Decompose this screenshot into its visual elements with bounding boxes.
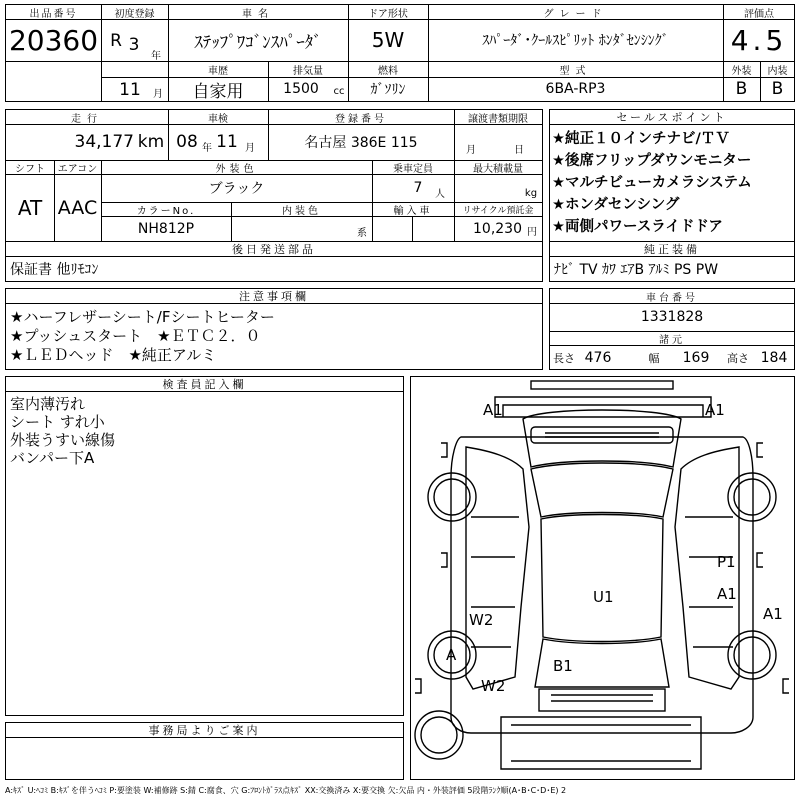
transfer-month-unit: 月	[466, 144, 476, 156]
displacement-unit: cc	[333, 85, 345, 97]
damage-mark-left-slide: W2	[469, 611, 494, 629]
equipment-value: ﾅﾋﾞ TV ｶﾜ ｴｱB ｱﾙﾐ PS PW	[554, 262, 719, 278]
color: ブラック	[208, 181, 265, 197]
model: 6BA-RP3	[545, 81, 606, 97]
first-reg-label: 初度登録	[114, 8, 155, 19]
width-label: 幅	[648, 352, 660, 365]
shift-label: シフト	[15, 163, 45, 174]
equipment-panel	[549, 241, 795, 282]
first-reg-year: 3	[128, 35, 140, 55]
ext-label: 外装	[731, 65, 752, 77]
history: 自家用	[192, 81, 244, 101]
office-label: 事務局よりご案内	[6, 723, 403, 738]
height: 184	[760, 350, 788, 366]
chassis-panel	[549, 288, 795, 370]
inspector-notes	[10, 395, 115, 467]
ac: AAC	[57, 196, 98, 219]
month-unit: 月	[153, 88, 163, 100]
capacity-unit: 人	[435, 188, 445, 200]
lot-label: 出品番号	[29, 8, 78, 19]
mileage: 34,177	[74, 132, 134, 152]
inspector-note-line: 外装うすい線傷	[10, 431, 116, 449]
damage-mark-left-bumper: W2	[481, 677, 506, 695]
width: 169	[682, 350, 710, 366]
history-label: 車歴	[208, 65, 228, 77]
inspector-panel	[5, 376, 404, 716]
inspector-label: 検査員記入欄	[6, 377, 403, 392]
color-no-label: カラーNo.	[136, 205, 196, 216]
height-label: 高さ	[727, 352, 749, 365]
damage-mark-left-rear-wheel: A	[446, 646, 457, 664]
capacity-label: 乗車定員	[393, 163, 433, 174]
sales-point-item: ★マルチビューカメラシステム	[552, 175, 752, 191]
transfer-label: 譲渡書類期限	[468, 113, 528, 124]
inspection-year-unit: 年	[202, 142, 212, 154]
damage-mark-right-rear: A1	[763, 605, 783, 623]
ac-label: エアコン	[57, 163, 98, 174]
mileage-unit: km	[137, 132, 165, 152]
color-label: 外装色	[215, 163, 258, 174]
damage-mark-roof: U1	[593, 588, 614, 606]
lot-number: 20360	[8, 23, 99, 57]
transfer-day-unit: 日	[514, 144, 524, 156]
sales-points-panel	[549, 109, 795, 242]
int-color-label: 内装色	[282, 205, 321, 216]
score: 4.5	[730, 23, 788, 57]
inspector-note-line: バンパー下A	[10, 449, 95, 467]
year-unit: 年	[151, 50, 161, 61]
length: 476	[584, 350, 612, 366]
damage-mark-front-right: A1	[705, 401, 725, 419]
model-label: 型式	[559, 65, 592, 77]
capacity: 7	[413, 180, 423, 196]
note-line: ★ハーフレザーシート/Fシートヒーター	[10, 308, 275, 326]
office-panel	[5, 722, 404, 780]
recycle: 10,230	[473, 220, 522, 237]
sales-points-label: セールスポイント	[550, 110, 794, 125]
sales-points-list	[552, 128, 752, 238]
inspection-label: 車検	[208, 113, 228, 124]
note-line: ★プッシュスタート ★ＥＴＣ２．０	[10, 327, 261, 345]
car-diagram	[411, 377, 794, 779]
note-line: ★ＬＥＤヘッド ★純正アルミ	[10, 346, 217, 364]
sales-point-item: ★ホンダセンシング	[552, 197, 680, 213]
era: R	[110, 31, 122, 51]
dims-label: 諸元	[659, 334, 685, 345]
car-diagram-panel	[410, 376, 795, 780]
fuel: ｶﾞｿﾘﾝ	[370, 82, 406, 98]
damage-mark-rear: B1	[553, 657, 573, 675]
car-name-label: 車名	[242, 8, 274, 19]
displacement-label: 排気量	[293, 65, 323, 77]
first-reg-month: 11	[119, 80, 141, 100]
notes-panel	[5, 288, 543, 370]
header-table	[5, 4, 795, 102]
later-parts-label: 後日発送部品	[6, 242, 542, 257]
load-label: 最大積載量	[473, 163, 523, 174]
length-label: 長さ	[553, 352, 575, 365]
damage-mark-right-door: P1	[717, 553, 736, 571]
load-unit: kg	[524, 187, 538, 199]
inspection-month: 11	[216, 132, 238, 152]
damage-mark-front-left: A1	[483, 401, 503, 419]
notes-list	[10, 308, 275, 365]
sales-point-item: ★両側パワースライドドア	[552, 219, 723, 235]
mileage-label: 走行	[71, 113, 103, 124]
import-label: 輸入車	[393, 205, 433, 216]
shift: AT	[17, 195, 43, 220]
chassis-number: 1331828	[640, 309, 704, 325]
inspection-year: 08	[176, 132, 198, 152]
sales-point-item: ★後席フリップダウンモニター	[552, 153, 752, 169]
sales-point-item: ★純正１０インチナビ/ＴＶ	[552, 131, 730, 147]
door-type: 5W	[371, 28, 405, 52]
reg-label: 登録番号	[335, 113, 387, 124]
int-grade: B	[771, 79, 784, 99]
reg-number: 名古屋 386E 115	[304, 135, 418, 151]
int-color-unit: 系	[357, 227, 367, 239]
damage-mark-right-slide: A1	[717, 585, 737, 603]
grade-label: グレード	[543, 8, 608, 19]
inspector-note-line: シート すれ小	[10, 413, 105, 431]
notes-label: 注意事項欄	[6, 289, 542, 304]
car-name: ｽﾃｯﾌﾟﾜｺﾞﾝｽﾊﾟｰﾀﾞ	[194, 32, 322, 53]
displacement: 1500	[283, 81, 319, 97]
ext-grade: B	[735, 79, 748, 99]
color-no: NH812P	[137, 220, 195, 237]
grade: ｽﾊﾟｰﾀﾞ･ｸｰﾙｽﾋﾟﾘｯﾄ ﾎﾝﾀﾞｾﾝｼﾝｸﾞ	[482, 33, 669, 49]
details-table	[5, 109, 543, 242]
inspector-note-line: 室内薄汚れ	[10, 395, 86, 413]
later-parts-value: 保証書 他ﾘﾓｺﾝ	[10, 262, 99, 278]
score-label: 評価点	[744, 8, 774, 19]
fuel-label: 燃料	[378, 65, 398, 77]
later-parts-panel	[5, 241, 543, 282]
equipment-label: 純正装備	[550, 242, 794, 257]
int-label: 内装	[767, 65, 788, 77]
chassis-label: 車台番号	[646, 292, 698, 303]
door-label: ドア形状	[368, 8, 408, 19]
legend: A:ｷｽﾞ U:ﾍｺﾐ B:ｷｽﾞを伴うﾍｺﾐ P:要塗装 W:補修跡 S:錆 C:腐食、穴 G:ﾌﾛﾝﾄｶﾞﾗｽ点ｷｽﾞ XX:交換済み X:要交換 欠:欠品 内・外装評価 5段階ﾗﾝｸ順(A･B･C･D･E) 2	[5, 785, 567, 795]
inspection-month-unit: 月	[245, 142, 255, 154]
recycle-unit: 円	[527, 226, 537, 238]
recycle-label: リサイクル預託金	[462, 205, 534, 216]
